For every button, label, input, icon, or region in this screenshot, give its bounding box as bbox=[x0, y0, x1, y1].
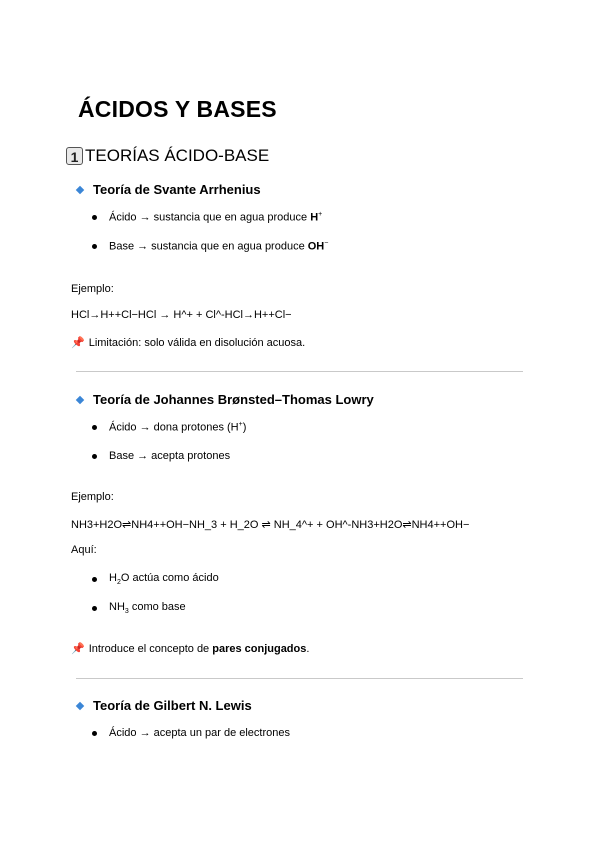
list-item-text: Base → acepta protones bbox=[109, 450, 231, 462]
bullet-icon bbox=[92, 454, 97, 459]
list-item-text: Ácido → sustancia que en agua produce H+ bbox=[109, 211, 323, 224]
list-item bbox=[92, 601, 186, 615]
list-item-text: Base → sustancia que en agua produce OH− bbox=[109, 240, 329, 253]
subsection-title: Teoría de Johannes Brønsted–Thomas Lowry bbox=[93, 392, 374, 407]
list-item bbox=[92, 211, 322, 224]
bullet-icon bbox=[92, 606, 97, 611]
bullet-icon bbox=[92, 577, 97, 582]
page-title: ÁCIDOS Y BASES bbox=[78, 96, 277, 122]
subsection-heading-bronsted bbox=[77, 392, 374, 407]
example-equation: HCl→H++Cl−HCl → H^+ + Cl^-HCl→H++Cl− bbox=[71, 309, 292, 321]
list-item-text: $H_2O$ actúa como ácido bbox=[109, 572, 219, 587]
blue-diamond-icon bbox=[76, 702, 84, 710]
bullet-icon bbox=[92, 215, 97, 220]
list-item bbox=[92, 421, 246, 434]
list-item bbox=[92, 727, 290, 739]
subsection-title: Teoría de Svante Arrhenius bbox=[93, 182, 261, 197]
example-label: Ejemplo: bbox=[71, 491, 114, 503]
list-item-text: Ácido → dona protones (H+) bbox=[109, 421, 247, 434]
example-label: Ejemplo: bbox=[71, 283, 114, 295]
divider bbox=[76, 678, 523, 679]
list-item bbox=[92, 572, 219, 586]
subsection-heading-lewis bbox=[77, 698, 252, 713]
here-label: Aquí: bbox=[71, 544, 97, 556]
list-item-text: Ácido → acepta un par de electrones bbox=[109, 727, 291, 739]
blue-diamond-icon bbox=[76, 186, 84, 194]
note: 📌 Limitación: solo válida en disolución acuosa. bbox=[71, 337, 306, 349]
divider bbox=[76, 371, 523, 372]
section-heading bbox=[66, 146, 269, 166]
bullet-icon bbox=[92, 731, 97, 736]
list-item-text: $NH_3$ como base bbox=[109, 601, 186, 616]
list-item bbox=[92, 240, 328, 253]
pushpin-icon: 📌 bbox=[71, 337, 85, 349]
subsection-title: Teoría de Gilbert N. Lewis bbox=[93, 698, 252, 713]
bullet-icon bbox=[92, 244, 97, 249]
section-title: TEORÍAS ÁCIDO-BASE bbox=[85, 146, 270, 165]
number-one-keycap-icon: 1 bbox=[66, 147, 83, 165]
example-equation: NH3+H2O⇌NH4++OH−NH_3 + H_2O ⇌ NH_4^+ + OH^-NH3+H2O⇌NH4++OH− bbox=[71, 519, 470, 531]
note: 📌 Introduce el concepto de pares conjugados. bbox=[71, 643, 310, 655]
blue-diamond-icon bbox=[76, 396, 84, 404]
list-item bbox=[92, 450, 230, 462]
bullet-icon bbox=[92, 425, 97, 430]
subsection-heading-arrhenius bbox=[77, 182, 261, 197]
pushpin-icon: 📌 bbox=[71, 643, 85, 655]
